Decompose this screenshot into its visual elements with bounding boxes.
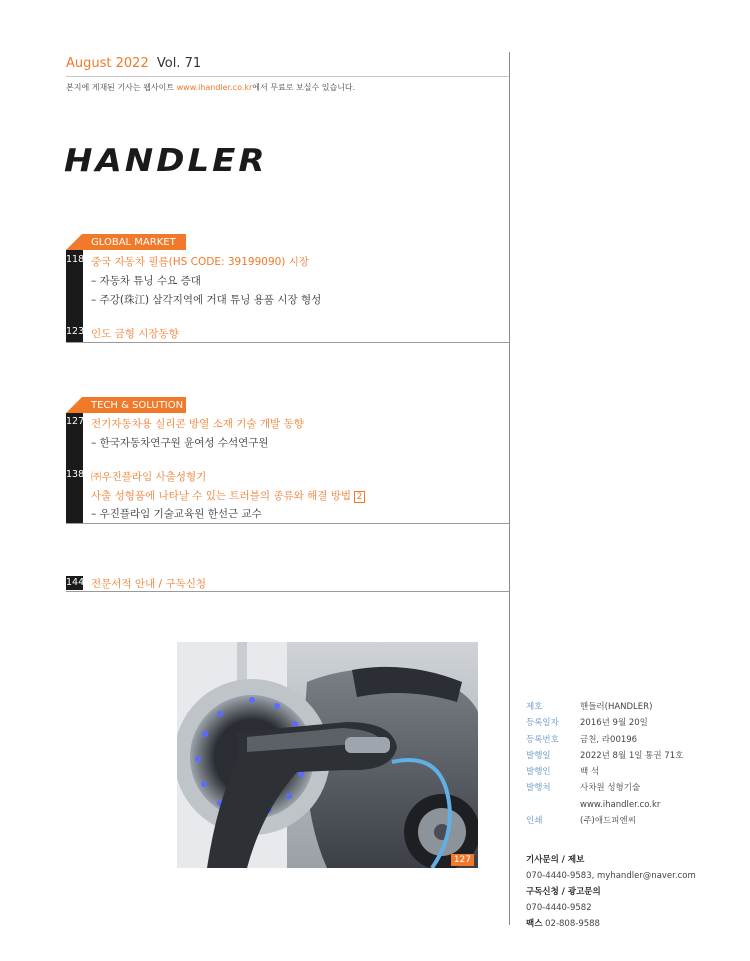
colophon-row: 등록일자 2016년 9월 20일 — [526, 718, 648, 729]
website-notice: 본지에 게재된 기사는 웹사이트 www.ihandler.co.kr에서 무료로 보실수 있습니다. — [66, 83, 356, 92]
issue-date: August 2022 — [66, 56, 149, 71]
toc-entry-title-line2[interactable]: 사출 성형품에 나타날 수 있는 트러블의 종류와 해결 방법 2 — [91, 488, 365, 503]
toc-entry-sub: – 주강(珠江) 삼각지역에 거대 튜닝 용품 시장 형성 — [91, 294, 322, 306]
toc-entry-title[interactable]: 인도 금형 시장동향 — [91, 328, 179, 340]
page-number: 138 — [66, 469, 85, 480]
issue-volume: Vol. 71 — [156, 56, 202, 71]
subscribe-value[interactable]: 070-4440-9582 — [526, 903, 592, 913]
inquiry-label: 기사문의 / 제보 — [526, 855, 585, 865]
colophon-row: 발행일 2022년 8월 1일 통권 71호 — [526, 750, 684, 761]
column-divider — [509, 52, 510, 925]
website-link[interactable]: www.ihandler.co.kr — [176, 83, 253, 92]
colophon-row: 발행처 사차원 성형기술 — [526, 783, 641, 794]
colophon-row — [526, 797, 683, 813]
colophon-row: 인쇄 (주)애드피엔씨 — [526, 816, 636, 827]
photo-page-badge: 127 — [451, 854, 474, 866]
contact-info — [526, 852, 696, 932]
colophon-row: 등록번호 금천, 라00196 — [526, 734, 638, 745]
section-rule — [66, 523, 509, 524]
page-number: 127 — [66, 416, 85, 427]
section-rule — [66, 342, 509, 343]
section-title-global-market: GLOBAL MARKET — [91, 237, 176, 248]
part-number-badge: 2 — [354, 491, 365, 503]
toc-entry-title[interactable]: ㈜우진플라임 사출성형기 — [91, 471, 207, 483]
fax-line — [526, 916, 696, 932]
subscribe-label: 구독신청 / 광고문의 — [526, 887, 601, 897]
toc-entry-title[interactable]: 중국 자동차 필름(HS CODE: 39199090) 시장 — [91, 256, 310, 268]
ev-charging-illustration — [177, 642, 478, 868]
colophon-row: 제호 핸들러(HANDLER) — [526, 702, 653, 712]
page-number: 123 — [66, 326, 85, 337]
colophon-website[interactable]: www.ihandler.co.kr — [580, 799, 661, 810]
ev-charger-photo — [177, 642, 478, 868]
section-title-tech-solution: TECH & SOLUTION — [91, 400, 184, 411]
colophon-row: 발행인 백 석 — [526, 767, 600, 778]
inquiry-value[interactable]: 070-4440-9583, myhandler@naver.com — [526, 871, 696, 881]
section-rule — [66, 591, 509, 592]
page-number: 144 — [66, 577, 85, 588]
toc-entry-sub: – 한국자동차연구원 윤여성 수석연구원 — [91, 437, 269, 449]
toc-entry-sub: – 자동차 튜닝 수요 증대 — [91, 275, 201, 287]
header-rule — [66, 76, 509, 77]
fax-value: 02-808-9588 — [542, 919, 600, 929]
issue-info — [66, 56, 201, 71]
toc-entry-title[interactable]: 전문서적 안내 / 구독신청 — [91, 578, 206, 590]
fax-label: 팩스 — [526, 919, 543, 929]
toc-entry-sub: – 우진플라임 기술교육원 한선근 교수 — [91, 508, 262, 520]
handler-logo: HANDLER — [64, 142, 268, 180]
toc-entry-title[interactable]: 전기자동차용 실리콘 방열 소재 기술 개발 동향 — [91, 418, 304, 430]
page-number: 118 — [66, 254, 85, 265]
colophon — [526, 699, 683, 829]
